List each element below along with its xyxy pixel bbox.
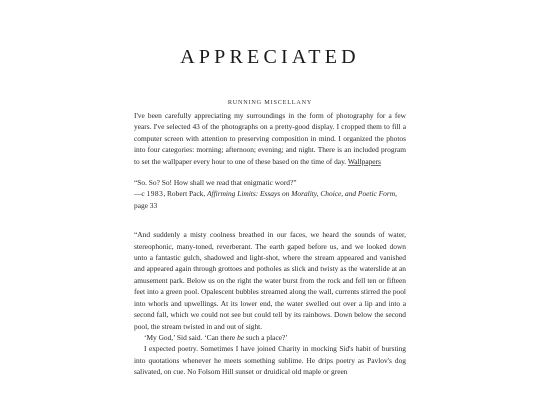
- spacer: [134, 167, 406, 177]
- intro-text: I've been carefully appreciating my surroundings in the form of photography for a few years. I've selected 43 of the photographs on a pretty-good display. I cropped them to fill a computer screen with attention to preserving composition in mind. I organized the photos into four categories: morning; afternoon; evening; and night. There is an included program to set the wallpaper every hour to one of these based on the time of day.: [134, 111, 406, 166]
- page-title: APPRECIATED: [180, 46, 360, 68]
- book-title: Affirming Limits: Essays on Morality, Choice, and Poetic Form: [207, 189, 396, 199]
- epigraph-quote: “So. So? So! How shall we read that enigmatic word?”: [134, 178, 297, 188]
- epigraph-attribution: [134, 188, 406, 211]
- dialogue-start: ‘My God,’ Sid said. ‘Can there: [144, 332, 238, 342]
- section-label: RUNNING MISCELLANY: [227, 99, 313, 106]
- dialogue-end: such a place?’: [244, 332, 288, 342]
- spacer: [134, 211, 406, 229]
- page-ref: , page 33: [134, 189, 397, 210]
- article-body: [134, 110, 406, 378]
- em-dash: —: [134, 189, 142, 199]
- dialogue-emphasis: be: [237, 332, 245, 342]
- wallpapers-link[interactable]: Wallpapers: [347, 156, 381, 166]
- circa: c: [141, 189, 145, 199]
- excerpt-paragraph-3: I expected poetry. Sometimes I have joined Charity in mocking Sid's habit of bursting into quotations whenever he meets something sublime. He drips poetry as Pavlov's dog salivated, on cue. No Folsom Hill sunset or druidical old maple or green: [134, 344, 406, 377]
- intro-paragraph: [134, 110, 406, 167]
- year: 1983: [146, 189, 164, 199]
- excerpt-paragraph-2: [134, 332, 406, 343]
- excerpt-paragraph-1: “And suddenly a misty coolness breathed in our faces, we heard the sounds of water, stereophonic, many-toned, reverberant. The earth gaped before us, and we looked down unto a fantastic gulch, shadowed and light-shot, where the stream appeared and vanished and appeared again through grottoes and potholes as slick and twisty as the waterslide at an amusement park. Below us on the right the water burst from the rock and fell ten or fifteen feet into a green pool. Opalescent bubbles streamed along the wall, currents stirred the pool into whorls and upwellings. At its lower end, the water swelled out over a lip and into a second fall, which we could not see but could tell by its rainbows. Down below the second pool, the stream twisted in and out of sight.: [134, 230, 406, 331]
- author: , Robert Pack,: [163, 189, 208, 199]
